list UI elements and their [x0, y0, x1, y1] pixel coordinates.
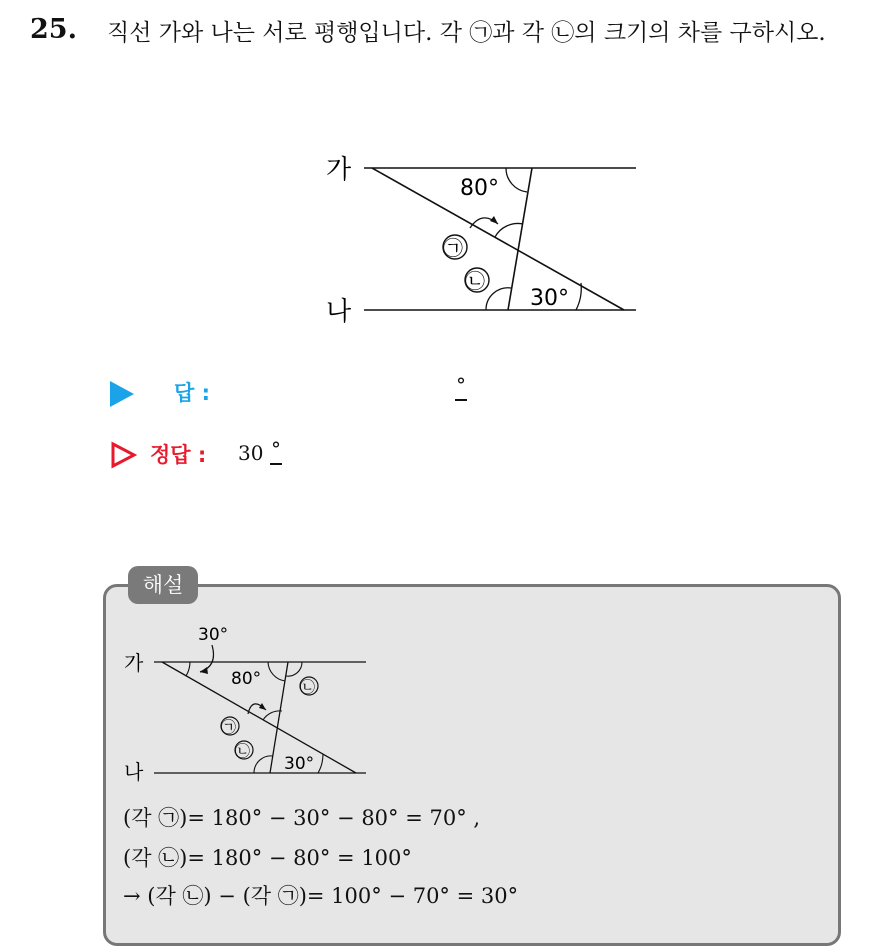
exp-mark-b-bottom-label: ㉡ — [235, 742, 251, 760]
exp-mark-b-top-label: ㉡ — [300, 678, 316, 696]
parallel-lines-figure — [310, 140, 670, 330]
exp-angle-a-arrowhead — [259, 703, 266, 710]
angle-80-arc — [506, 168, 527, 192]
exp-mark-a-label: ㉠ — [221, 718, 237, 736]
mark-b-label: ㉡ — [465, 269, 485, 293]
angle-a-arrowhead — [490, 216, 498, 224]
mark-a-label: ㉠ — [443, 236, 463, 260]
correct-unit: ° — [270, 435, 282, 465]
explanation-tab: 해설 — [128, 566, 198, 604]
explanation-line-2: (각 ㉡)= 180° − 80° = 100° — [123, 846, 412, 870]
exp-angle-30-top-label: 30° — [198, 625, 229, 645]
answer-play-icon — [110, 381, 134, 407]
line-ga-label: 가 — [326, 155, 352, 185]
explanation-line-1: (각 ㉠)= 180° − 30° − 80° = 70° , — [123, 806, 481, 830]
question-text: 직선 가와 나는 서로 평행입니다. 각 ㉠과 각 ㉡의 크기의 차를 구하시오. — [107, 20, 826, 46]
transversal-line — [508, 168, 532, 310]
exp-angle-80-arc — [268, 662, 285, 681]
exp-angle-30-bottom-label: 30° — [284, 754, 315, 774]
angle-b-arc — [486, 288, 511, 310]
exp-line-na-label: 나 — [124, 760, 144, 784]
angle-30-label: 30° — [530, 286, 569, 311]
correct-value: 30 — [238, 441, 264, 465]
exp-angle-b-top-arc — [286, 662, 302, 676]
exp-line-ga-label: 가 — [124, 651, 144, 675]
exp-angle-30-arrowhead — [200, 667, 208, 674]
correct-label: 정답 : — [150, 443, 207, 467]
correct-play-outline-icon — [110, 441, 138, 469]
explanation-line-3: → (각 ㉡) − (각 ㉠)= 100° − 70° = 30° — [123, 884, 519, 908]
exp-angle-80-label: 80° — [231, 669, 262, 689]
exp-angle-30-bottom-arc — [318, 754, 323, 773]
explanation-figure — [120, 618, 380, 788]
question-number: 25. — [30, 14, 77, 45]
exp-angle-30-top-arc — [186, 662, 190, 676]
line-na-label: 나 — [326, 297, 352, 327]
answer-input[interactable]: ° — [455, 371, 467, 401]
angle-80-label: 80° — [460, 176, 499, 201]
angle-a-arc — [495, 223, 523, 237]
answer-label: 답 : — [174, 381, 210, 405]
angle-30-arc — [576, 283, 581, 310]
